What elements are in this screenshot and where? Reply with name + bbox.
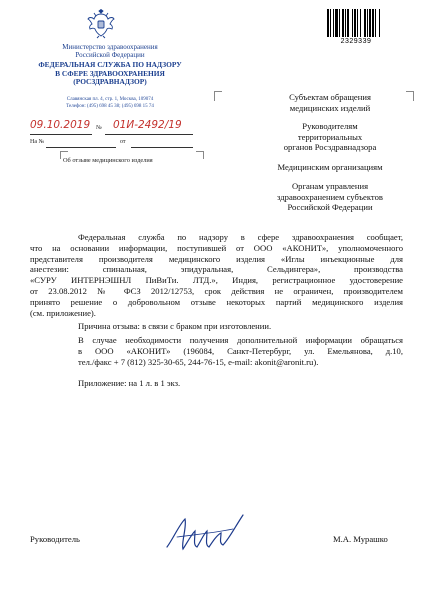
recall-reason: Причина отзыва: в связи с браком при изготовлении. [78, 321, 272, 331]
recipient-territorial [247, 121, 413, 153]
body-line: тел./факс + 7 (812) 325-30-65, 244-76-15, e-mail: akonit@aronit.ru). [78, 356, 319, 367]
barcode-stripe [354, 9, 356, 37]
body-line: Федеральная служба по надзору в сфере здравоохранения сообщает, [78, 232, 403, 242]
recipient-2-line3: органов Росздравнадзора [283, 142, 377, 152]
recipient-1-line2: медицинских изделий [289, 102, 371, 113]
barcode-number: 2329339 [340, 38, 372, 45]
agency-name-line2: В СФЕРЕ ЗДРАВООХРАНЕНИЯ [55, 68, 165, 78]
barcode-stripe [342, 9, 344, 37]
recipient-4-line1: Органам управления [291, 181, 369, 191]
recipient-medical-orgs [247, 162, 413, 173]
barcode-stripe [333, 9, 334, 37]
body-line: «СУРУ ИНТЕРНЭШНЛ ПиВиТи. ЛТД.», Индия, регистрационное удостоверение [30, 275, 403, 286]
paragraph-recall-info [30, 232, 403, 318]
body-line: В случае необходимости получения дополнительной информации обращаться [78, 335, 403, 345]
ministry-name [20, 43, 200, 59]
reference-number-label: На № [30, 139, 45, 145]
recipient-4-line2: здравоохранением субъектов [277, 191, 383, 202]
agency-name [20, 61, 200, 87]
attachment-note: Приложение: на 1 л. в 1 экз. [78, 378, 181, 388]
barcode-stripe [330, 9, 331, 37]
address-line1: Славянская пл. 4, стр. 1, Москва, 109074 [66, 97, 154, 102]
recipient-3-line1: Медицинским организациям [277, 162, 383, 172]
date-underline [30, 134, 92, 135]
body-line: от 23.08.2012 № ФСЗ 2012/12753, срок действия не ограничен, производителем [30, 285, 403, 296]
letter-subject: Об отзыве медицинского изделия [63, 157, 153, 164]
reference-date-line [131, 147, 193, 148]
body-line: принято решение о добровольном отзыве некоторых партий медицинского изделия [30, 296, 403, 307]
barcode-stripe [347, 9, 349, 37]
registration-number: 01И-2492/19 [113, 119, 182, 131]
ministry-name-line2: Российской Федерации [75, 51, 145, 59]
barcode-stripe [335, 9, 338, 37]
barcode-stripe [379, 9, 380, 37]
barcode-stripe [364, 9, 366, 37]
handwritten-signature-icon [163, 513, 251, 555]
body-line: что на основании информации, поступившей от ООО «АКОНИТ», уполномоченного [30, 242, 403, 253]
coat-of-arms-icon [87, 9, 115, 39]
registration-date: 09.10.2019 [30, 119, 91, 131]
body-line: в ООО «АКОНИТ» (196084, Санкт-Петербург, ул. Емельянова, д.10, [78, 345, 403, 356]
recipient-4-line3: Российской Федерации [287, 202, 373, 212]
barcode-stripe [339, 9, 340, 37]
number-sign: № [96, 125, 102, 131]
reference-date-label: от [120, 139, 126, 145]
barcode-stripe [367, 9, 368, 37]
barcode-stripe [352, 9, 353, 37]
recipient-1-line1: Субъектам обращения [289, 92, 371, 102]
recipient-corner-left [214, 91, 222, 101]
signatory-name: М.А. Мурашко [333, 534, 388, 544]
recipient-2-line1: Руководителям [302, 121, 358, 131]
paragraph-contact-info [30, 335, 403, 367]
barcode-stripe [375, 9, 376, 37]
signatory-position: Руководитель [30, 534, 80, 544]
barcode-stripe [369, 9, 371, 37]
recipient-health-authorities [247, 181, 413, 213]
body-line: представителя производителя медицинского изделия «Иглы инъекционные для [30, 253, 403, 264]
barcode-stripe [345, 9, 346, 37]
agency-address [20, 97, 200, 110]
recipient-2-line2: территориальных [297, 131, 363, 142]
barcode-stripe [372, 9, 374, 37]
body-line: анестезии: спинальная, эпидуральная, Сельдингера», производства [30, 264, 403, 275]
body-line: (см. приложение). [30, 307, 96, 318]
barcode-stripe [357, 9, 358, 37]
subject-corner-right [196, 151, 204, 159]
barcode-icon [327, 9, 385, 37]
agency-name-line1: ФЕДЕРАЛЬНАЯ СЛУЖБА ПО НАДЗОРУ [38, 60, 182, 69]
address-line2: Телефон: (495) 698 45 38; (495) 698 15 74 [66, 103, 154, 109]
agency-name-line3: (РОСЗДРАВНАДЗОР) [73, 77, 147, 87]
barcode-stripe [360, 9, 361, 37]
ministry-name-line1: Министерство здравоохранения [62, 43, 158, 51]
barcode-stripe [327, 9, 329, 37]
reference-number-line [46, 147, 116, 148]
number-underline [105, 134, 193, 135]
recipient-entities [247, 92, 413, 113]
